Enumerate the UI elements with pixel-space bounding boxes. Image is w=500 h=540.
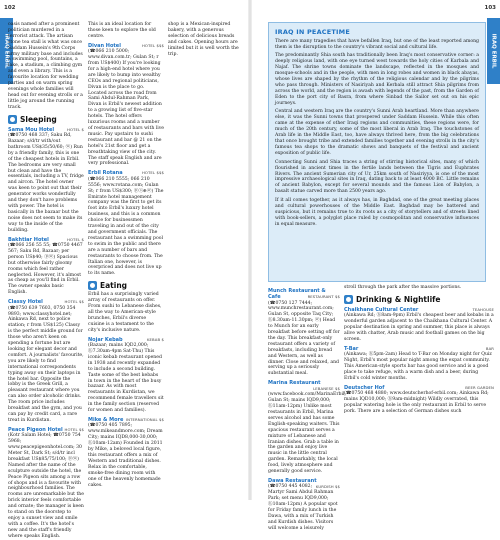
- listing-name[interactable]: Dawa Restaurant: [268, 477, 317, 484]
- boxout-paragraph: Central and western Iraq are the country's Sunni Arab heartland. More than anywhere else, it was the Sunni towns that prospered under Saddam Hussein. While this often came at the expense of other Iraqi regions and communities, these regions were, for much of the 20th century, some of the most liberal in Arab Iraq. The touchstones of Arab life in the Middle East, too, have always thrived here, from the big celebrations that once brought tribe and extended families together and evening strolls in the city's famous tea shops to the dramatic shows and banquets of the festival and ancient exposition of public life.: [275, 109, 479, 157]
- listing-name[interactable]: Munch Restaurant & Cafe: [268, 288, 326, 300]
- section-heading-eating: Eating: [88, 281, 164, 290]
- listing-name[interactable]: Divan Hotel: [88, 42, 121, 49]
- listing-name[interactable]: Deutscher Hof: [344, 384, 385, 391]
- listing-entry: [88, 417, 164, 488]
- section-heading-sleeping: Sleeping: [8, 115, 84, 124]
- listing-name[interactable]: Marina Restaurant: [268, 380, 321, 387]
- listing-entry: [344, 385, 494, 415]
- listing-entry: [88, 337, 164, 414]
- boxout-paragraph: If it all comes together, as it always has, in Baghdad, one of the great meeting places and cultural powerhouses of the Middle East. Baghdad may be battered and suspicious, but it remains true to its roots as a city of storytellers and of streets lined with book-sellers, a polyglot place ruled by cosmopolitan and conservative influences in equal measure.: [275, 197, 479, 227]
- listing-tag: BEER GARDEN: [465, 384, 494, 390]
- left-column-1: [8, 22, 84, 539]
- listing-name[interactable]: Peace Pigeon Hotel: [8, 426, 63, 433]
- listing-entry: [8, 237, 84, 297]
- listing-name[interactable]: Classy Hotel: [8, 299, 43, 306]
- paragraph: shop is a Mexican-inspired bakery, with a generous selection of delicious breads and cakes. Opening hours are limited but it is well worth the trip.: [168, 22, 239, 57]
- listing-tag: HOTEL $$: [64, 426, 84, 432]
- listing-name[interactable]: Bakhtiar Hotel: [8, 236, 49, 243]
- fork-knife-icon: [88, 281, 97, 290]
- listing-entry: [268, 478, 340, 532]
- page-number: 103: [484, 5, 496, 11]
- listing-body: (Ainkawa; ⓗ5pm-2am) Head to T-Bar on Monday night for Quiz Night, Erbil's most popular night among the expat community. This American-style sports bar has good service and is a good place to take refuge, with a warm dish and a beer, during Erbil's cold winter months.: [344, 352, 492, 382]
- section-heading-drinking: Drinking & Nightlife: [344, 295, 494, 304]
- listing-body: (☎0750 127 7444; www.munchrestaurant.com; Gulan St, opposite Taq City; ⓗ8.30am-11.30pm; ⓦ) Head to Munch for an early breakfast before setting off for the day. This breakfast-only restaurant offers a variety of breakfasts, including bread and Western, as well as dinner. Close and relaxed, and serving up a seriously substantial meal.: [268, 300, 340, 377]
- right-column-2: [344, 285, 494, 495]
- listing-tag: KURDISH $$: [315, 483, 340, 489]
- listing-body: (Ainkawa Rd; ⓗ8am-9pm) Erbil's cheapest beer and kebabs in a wonderful garden adjacent to the Chaikhana Cultural Center. A popular destination in spring and summer, this place is always alive with chatter, Arab music and football games on the big screen.: [344, 313, 494, 343]
- listing-tag: HOTEL $$$: [141, 42, 164, 48]
- listing-entry: [88, 170, 164, 277]
- paragraph: Erbil has a surprisingly varied array of restaurants on offer. From sushi to Lebanese dishes, all the way to American-style brunches, Erbil's diverse cuisine is a testament to the city's inclusive nature.: [88, 292, 162, 333]
- listing-name[interactable]: Sama Mou Hotel: [8, 126, 55, 133]
- listing-body: (☎0750 445 4082; Martyr Sami Abdul Rahman Park; set menu IQD9,000; ⓗ10am-12pm) A popular spot for Friday family lunch in the Dawa, with a mix of Turkish and Kurdish dishes. Visitors will welcome a leisurely: [268, 484, 338, 531]
- listing-entry: [8, 427, 84, 540]
- listing-tag: HOTEL $: [67, 236, 84, 242]
- listing-entry: [344, 346, 494, 382]
- listing-name[interactable]: Chaikhane Cultural Center: [344, 306, 419, 313]
- listing-body: (Kotr Salam Hotel; ☎0750 754 5968; www.peacepigeonhotel.com; 30 Meter St, Dark St; s/d/tr incl breakfast US$85/75/100; ⓟⓦ) Named after the name of the sculpture outside the hotel, the Peace Pigeon sits among a row of shops and is a favourite with neighbourhood families. The rooms are unremarkable but the brick interior feels comfortable and ornate; the manager is keen to stand on the doorstep to enjoy a sunset view and smile with a coffee. It's the hotel's new and the staff's friendly where speaks English.: [8, 433, 84, 539]
- listing-body: (☎0750 405 7895; www.mikeandmore.com; Dream City; mains IQD8,000-30,000; ⓗ10am-12am) Founded in 2011 by Mike, a beloved local figure, this restaurant offers a mix of Western and traditional dishes. Relax in the comfortable, smoke-free dining room with one of the heavenly homemade cakes.: [88, 423, 163, 488]
- listing-body: (☎066 256 55 55; ☎0750 4467 567; Saku Rd, Bazaar; per person US$40; ⓟⓦ) Spacious but otherwise fairly gloomy rooms which feel rather neglected. However, it's almost as cheap as you'll find in Erbil. The owner speaks basic English.: [8, 243, 83, 296]
- listing-tag: HOTEL $$$: [141, 170, 164, 176]
- feature-boxout: [268, 22, 486, 282]
- listing-tag: KEBAB $: [146, 336, 164, 342]
- boxout-paragraph: There are many tragedies that have befallen Iraq, but one of the least reported among them is the disruption to the country's vibrant social and cultural life.: [275, 39, 479, 50]
- listing-body: (www.facebook.com/MarinaErbil; Gulan St; mains IQD9,000; ⓗ11am-12pm) Unlike most restaurants in Erbil, Marina serves alcohol and has some English-speaking waiters. This spacious restaurant serves a mixture of Lebanese and Iranian dishes. Grab a table in the garden and enjoy live music in the little central garden. Remarkably, the local food, lively atmosphere and generally good service.: [268, 392, 346, 475]
- boxout-paragraph: Connecting Sunni and Shia traces a string of stirring historical sites, many of which flourished in ancient times in the fertile lands between the Tigris and Euphrates Rivers. The ancient Sumerian city of Ur, 25km south of Nasiriyya, is one of the most impressive archaeological sites in Iraq, dating back to at least 4000 BC. Little remains of ancient Babylon, except for several mounds and the famous Lion of Babylon, a basalt statue carved more than 2500 years ago.: [275, 159, 479, 195]
- listing-tag: INTERNATIONAL $$: [125, 416, 164, 422]
- paragraph: This is an ideal location for those keen to explore the old centre.: [88, 22, 156, 39]
- listing-tag: HOTEL $$: [64, 299, 84, 305]
- listing-name[interactable]: T-Bar: [344, 345, 359, 352]
- listing-body: (☎0750 468 4880; www.deutscherhof-erbil.com; Ainkawa Rd; mains IQD10,000; ⓗ9am-midnight) Wildly overrated, this popular watering hole is the only restaurant in Erbil to serve pork. There are a selection of German dishes such: [344, 391, 489, 415]
- listing-entry: [8, 299, 84, 424]
- listing-name[interactable]: Mike & More: [88, 416, 124, 423]
- listing-name[interactable]: Erbil Rotana: [88, 170, 123, 177]
- listing-entry: [344, 307, 494, 343]
- listing-entry: [8, 127, 84, 234]
- listing-tag: TEAHOUSE: [472, 306, 494, 312]
- right-page: [250, 0, 500, 531]
- side-tab: IRAQ ERBIL: [487, 18, 500, 84]
- paragraph: stroll through the park after the massive portions.: [344, 285, 462, 290]
- listing-tag: BAR: [485, 345, 494, 351]
- listing-tag: LEBANESE $$: [313, 386, 340, 392]
- glass-icon: [344, 295, 353, 304]
- listing-tag: RESTAURANT $$: [307, 294, 340, 299]
- listing-name[interactable]: Nojar Kebab: [88, 336, 123, 343]
- listing-entry: [268, 288, 340, 377]
- listing-body: (Bazaar; mains IQD2,000; ⓗ7.30am-4pm Sat-Thu) This iconic kebab restaurant opened in 1938 and recently expanded to include a second building. Taste some of the best kebabs in town in the heart of the busy bazaar. As with most restaurants in Kurdistan, we recommend female travellers sit in the family section (reserved for women and families).: [88, 343, 164, 414]
- page-number: 102: [4, 5, 16, 11]
- paragraph: oasis named after a prominent politician murdered in a terrorist attack. The artisan stone tea stall is what was once Saddam Hussein's 9th Corps army military base and includes a swimming pool, fountains, a lake, a stadium, a climbing gym and even a library. This is a favourite location for wedding parties and on warm spring evenings whole families will head out for evening strolls or a little jog around the running track.: [8, 22, 83, 110]
- left-column-2: [88, 22, 164, 492]
- listing-tag: HOTEL $: [67, 126, 84, 132]
- side-tab: IRAQ ERBIL: [0, 18, 13, 84]
- listing-body: (☎066 210 5555; 066 210 5556; www.rotana.com; Gulan St; r from US$300; ⓟⓢ⊕ⓦ) The Emirate hotel management company was the first to get its foot into Erbil's luxury hotel business, and this is a common choice for businessmen traveling in and out of the city and government officials. The restaurant has a swimming pool to swim in the public and there are a number of bars and restaurants to choose from. The Italian one, however, is overpriced and does not live up to its name.: [88, 176, 164, 277]
- listing-body: (☎066 210 5000; www.divan.com.tr; Gulan St; r from US$400) If you're looking for a high-end hotel where you are likely to bump into wealthy CEOs and regional politicians, Divan is the place to go. Located across the road from Sami Abdul-Rahman Park, Divan is Erbil's newest addition to a growing list of five-star hotels. The hotel offers luxurious rooms and a number of restaurants and bars with live music. Pay upstairs to sushi restaurant and bar @ 21 on the hotel's 21st floor and get a breathtaking view of the city. The staff speak English and are very professional.: [88, 49, 165, 167]
- listing-entry: [268, 380, 346, 475]
- boxout-paragraph: The predominantly Shia south has traditionally been Iraq's most conservative corner: a deeply religious land, with one eye turned west towards the holy cities of Karbala and Najaf. The shrine towns dominate the landscape, reflected in the mosques and mosque-schools and in the people, with men in long robes and women in black abayas, whose lives are shaped by the rhythm of the religious calendar and by the pilgrims who pass through. Ministers of Nasiriyah and Kerbala still attract Shia pilgrims from across the world, and the region is awash with legends of the past, from the Garden of Eden to the port city of Basra, from where Sinbad the Sailor set out on his epic journeys.: [275, 53, 479, 107]
- left-page: [0, 0, 250, 539]
- right-column-1: [268, 285, 346, 531]
- listing-body: (☎0750 639 7603, 0750 354 9893; www.classyhotel.net; Ainkawa Rd, next to police station; r from US$125) Classy is the perfect middle ground for those who aren't keen on spending a fortune but are looking for elegant decor and comfort. A journalists' favourite, you are likely to find international correspondents typing away on their laptops in the hotel bar. Opposite the lobby is the Greek Grill, a pleasant restaurant where you can also order alcoholic drinks. The room price includes breakfast and the gym, and you can pay by credit card, a rare treat in Kurdistan.: [8, 305, 84, 423]
- listing-body: (☎0750 468 337; Saku Rd, Bazaar; s/d/tr with/out bathroom US$35/50/60; ⓦ) Run by a friendly family, this is one of the cheapest hotels in Erbil. The bedrooms are very small but clean and have the essentials, including a TV, fridge and aircon. The hotel owner was keen to point out that their generator works wonderfully and they don't have problems with power. The hotel is basically in the bazaar but the noise does not seem to make its way to the inside of the building.: [8, 133, 84, 233]
- listing-entry: [88, 43, 164, 168]
- left-column-3: [168, 22, 244, 492]
- boxout-title: IRAQ IN PEACETIME: [275, 28, 350, 36]
- bed-icon: [8, 115, 17, 124]
